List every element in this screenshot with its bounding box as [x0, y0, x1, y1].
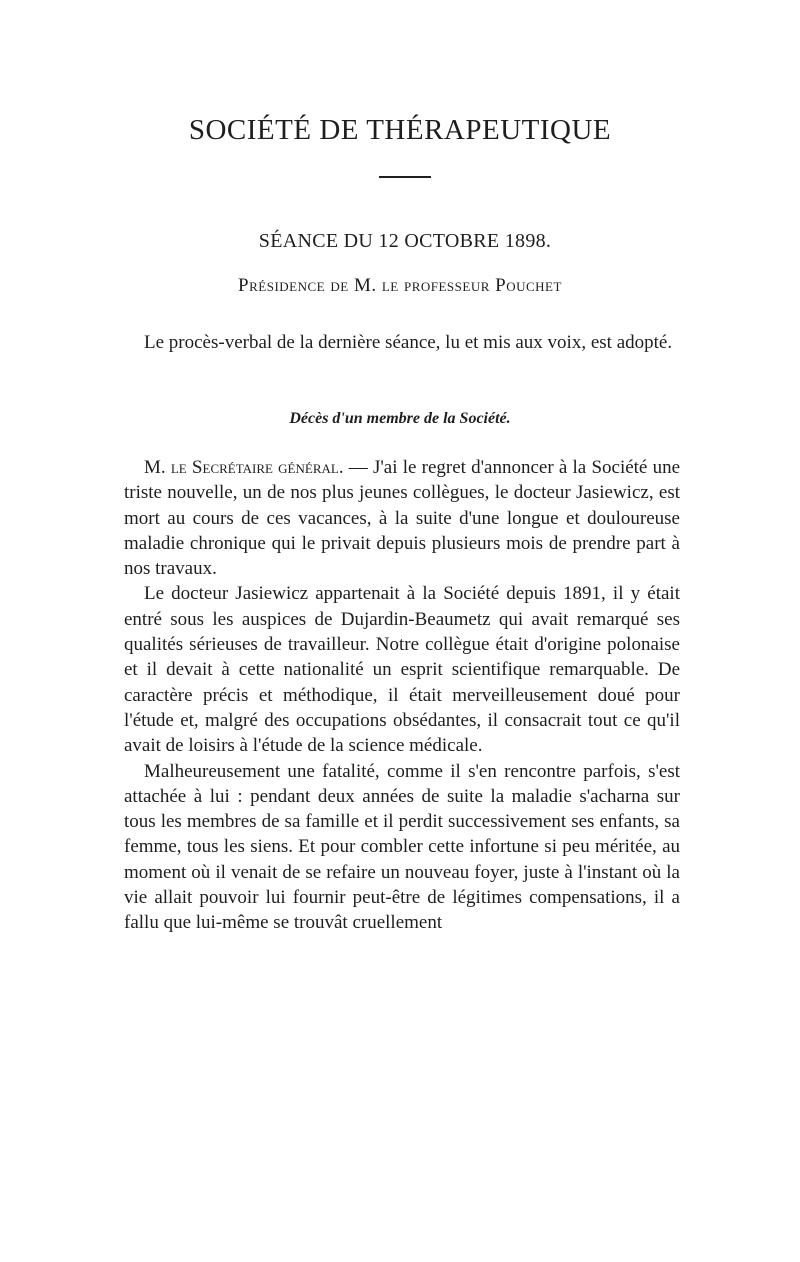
- page-title: SOCIÉTÉ DE THÉRAPEUTIQUE: [188, 114, 612, 146]
- paragraph-1-text: — J'ai le regret d'annoncer à la Société une triste nouvelle, un de nos plus jeunes collègues, le docteur Jasiewicz, est mort au cours de ces vacances, à la suite d'une longue et douloureuse maladie chronique qui le privait depuis plusieurs mois de prendre part à nos travaux.: [124, 457, 680, 580]
- section-body: [124, 455, 680, 936]
- presidency-line: Présidence de M. le professeur Pouchet: [238, 275, 562, 296]
- speaker-label: M. le Secrétaire général.: [144, 457, 344, 478]
- paragraph-1: [124, 455, 680, 581]
- paragraph-3: Malheureusement une fatalité, comme il s'en rencontre parfois, s'est attachée à lui : pendant deux années de suite la maladie s'acharna sur tous les membres de sa famille et il perdit successivement ses enfants, sa femme, tous les siens. Et pour combler cette infortune si peu méritée, au moment où il venait de se refaire un nouveau foyer, juste à l'instant où la vie allait pouvoir lui fournir peut-être de légitimes compensations, il a fallu que lui-même se trouvât cruellement: [124, 760, 680, 934]
- minutes-text: Le procès-verbal de la dernière séance, lu et mis aux voix, est adopté.: [144, 332, 673, 353]
- minutes-paragraph: [124, 330, 680, 356]
- section-heading: Décès d'un membre de la Société.: [289, 410, 511, 427]
- session-heading: SÉANCE DU 12 OCTOBRE 1898.: [258, 230, 552, 252]
- title-rule: [379, 176, 431, 178]
- paragraph-2: Le docteur Jasiewicz appartenait à la Société depuis 1891, il y était entré sous les auspices de Dujardin-Beaumetz qui avait remarqué ses qualités sérieuses de travailleur. Notre collègue était d'origine polonaise et il devait à cette nationalité un esprit scientifique remarquable. De caractère précis et méthodique, il était merveilleusement doué pour l'étude et, malgré des occupations obsédantes, il consacrait tout ce qu'il avait de loisirs à l'étude de la science médicale.: [124, 583, 680, 757]
